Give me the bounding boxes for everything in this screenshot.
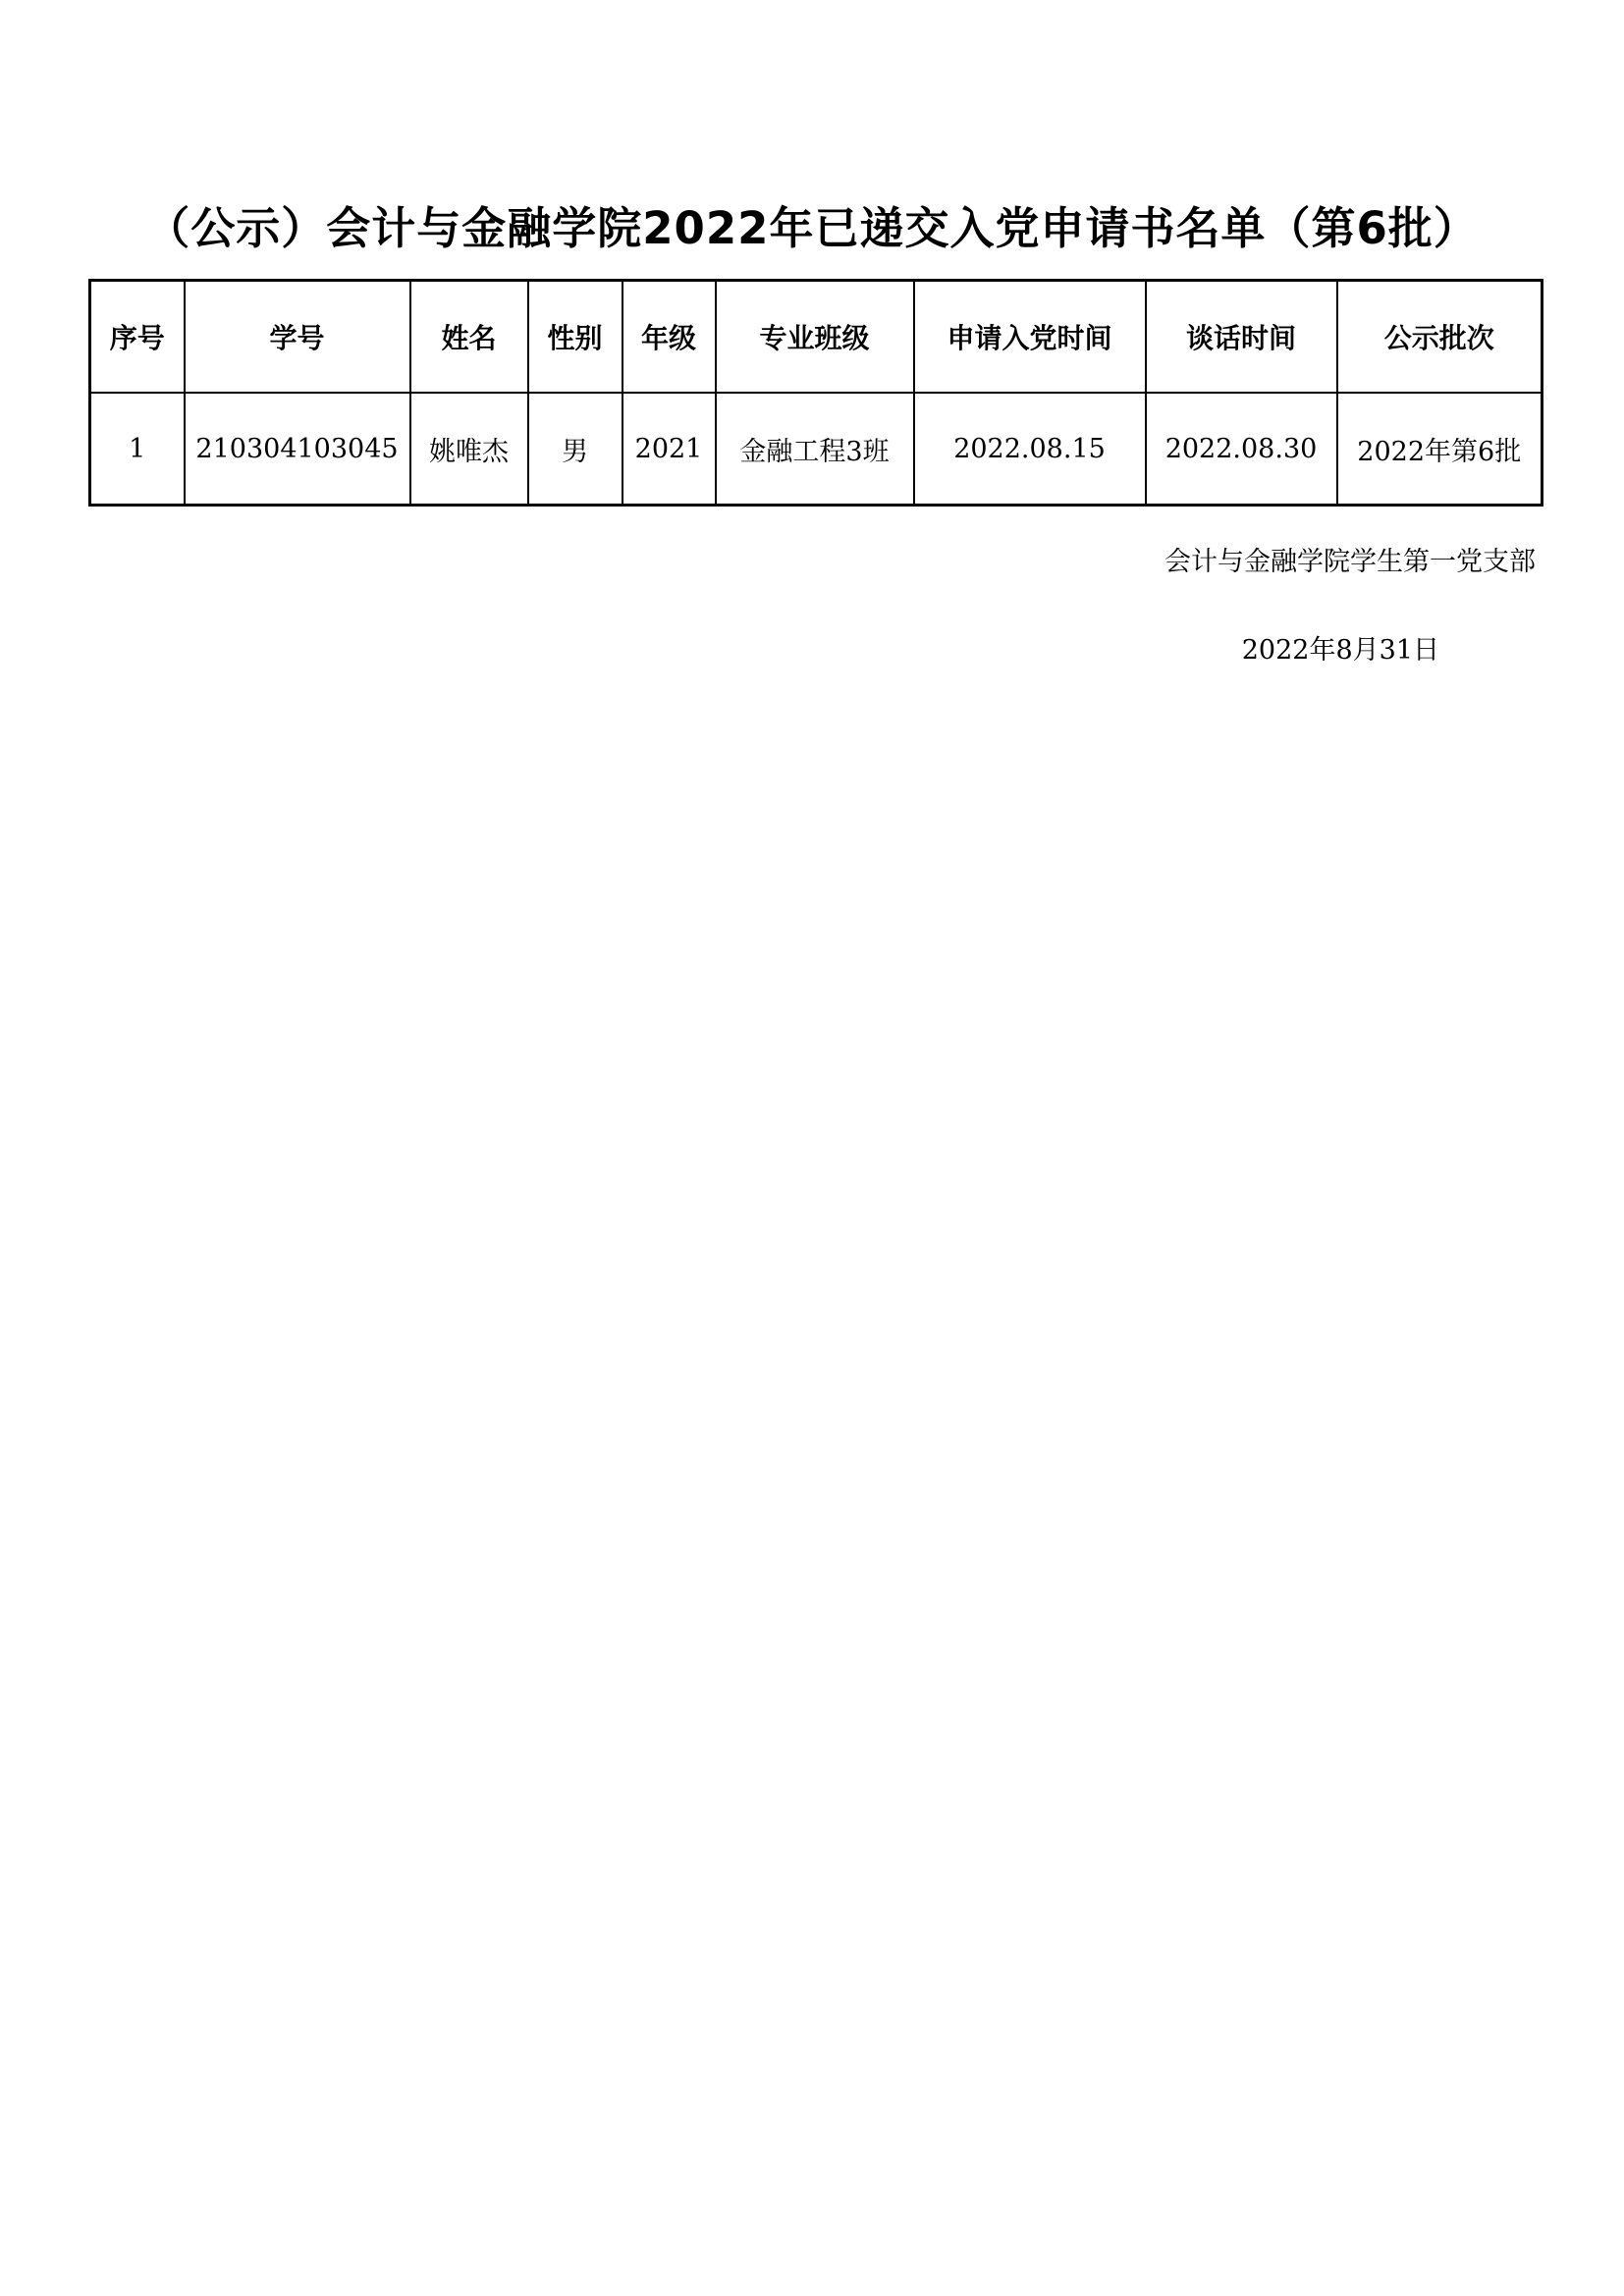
header-cell-application-date: 申请入党时间 bbox=[914, 281, 1146, 394]
cell-batch: 2022年第6批 bbox=[1337, 393, 1543, 506]
applicant-table bbox=[88, 279, 1543, 507]
table-header-row bbox=[90, 281, 1543, 394]
header-cell-interview-date: 谈话时间 bbox=[1146, 281, 1337, 394]
header-cell-gender: 性别 bbox=[528, 281, 623, 394]
header-cell-student-id: 学号 bbox=[185, 281, 410, 394]
signature-date: 2022年8月31日 bbox=[1241, 635, 1439, 666]
header-cell-batch: 公示批次 bbox=[1337, 281, 1543, 394]
cell-gender: 男 bbox=[528, 393, 623, 506]
cell-application-date: 2022.08.15 bbox=[914, 393, 1146, 506]
header-cell-major-class: 专业班级 bbox=[716, 281, 914, 394]
cell-name: 姚唯杰 bbox=[410, 393, 528, 506]
cell-seq: 1 bbox=[90, 393, 185, 506]
cell-major-class: 金融工程3班 bbox=[716, 393, 914, 506]
cell-student-id: 210304103045 bbox=[185, 393, 410, 506]
header-cell-seq: 序号 bbox=[90, 281, 185, 394]
cell-interview-date: 2022.08.30 bbox=[1146, 393, 1337, 506]
signature-organization: 会计与金融学院学生第一党支部 bbox=[1164, 547, 1536, 577]
cell-grade: 2021 bbox=[623, 393, 716, 506]
table-row bbox=[90, 393, 1543, 506]
header-cell-name: 姓名 bbox=[410, 281, 528, 394]
page-title: （公示）会计与金融学院2022年已递交入党申请书名单（第6批） bbox=[145, 202, 1479, 254]
header-cell-grade: 年级 bbox=[623, 281, 716, 394]
